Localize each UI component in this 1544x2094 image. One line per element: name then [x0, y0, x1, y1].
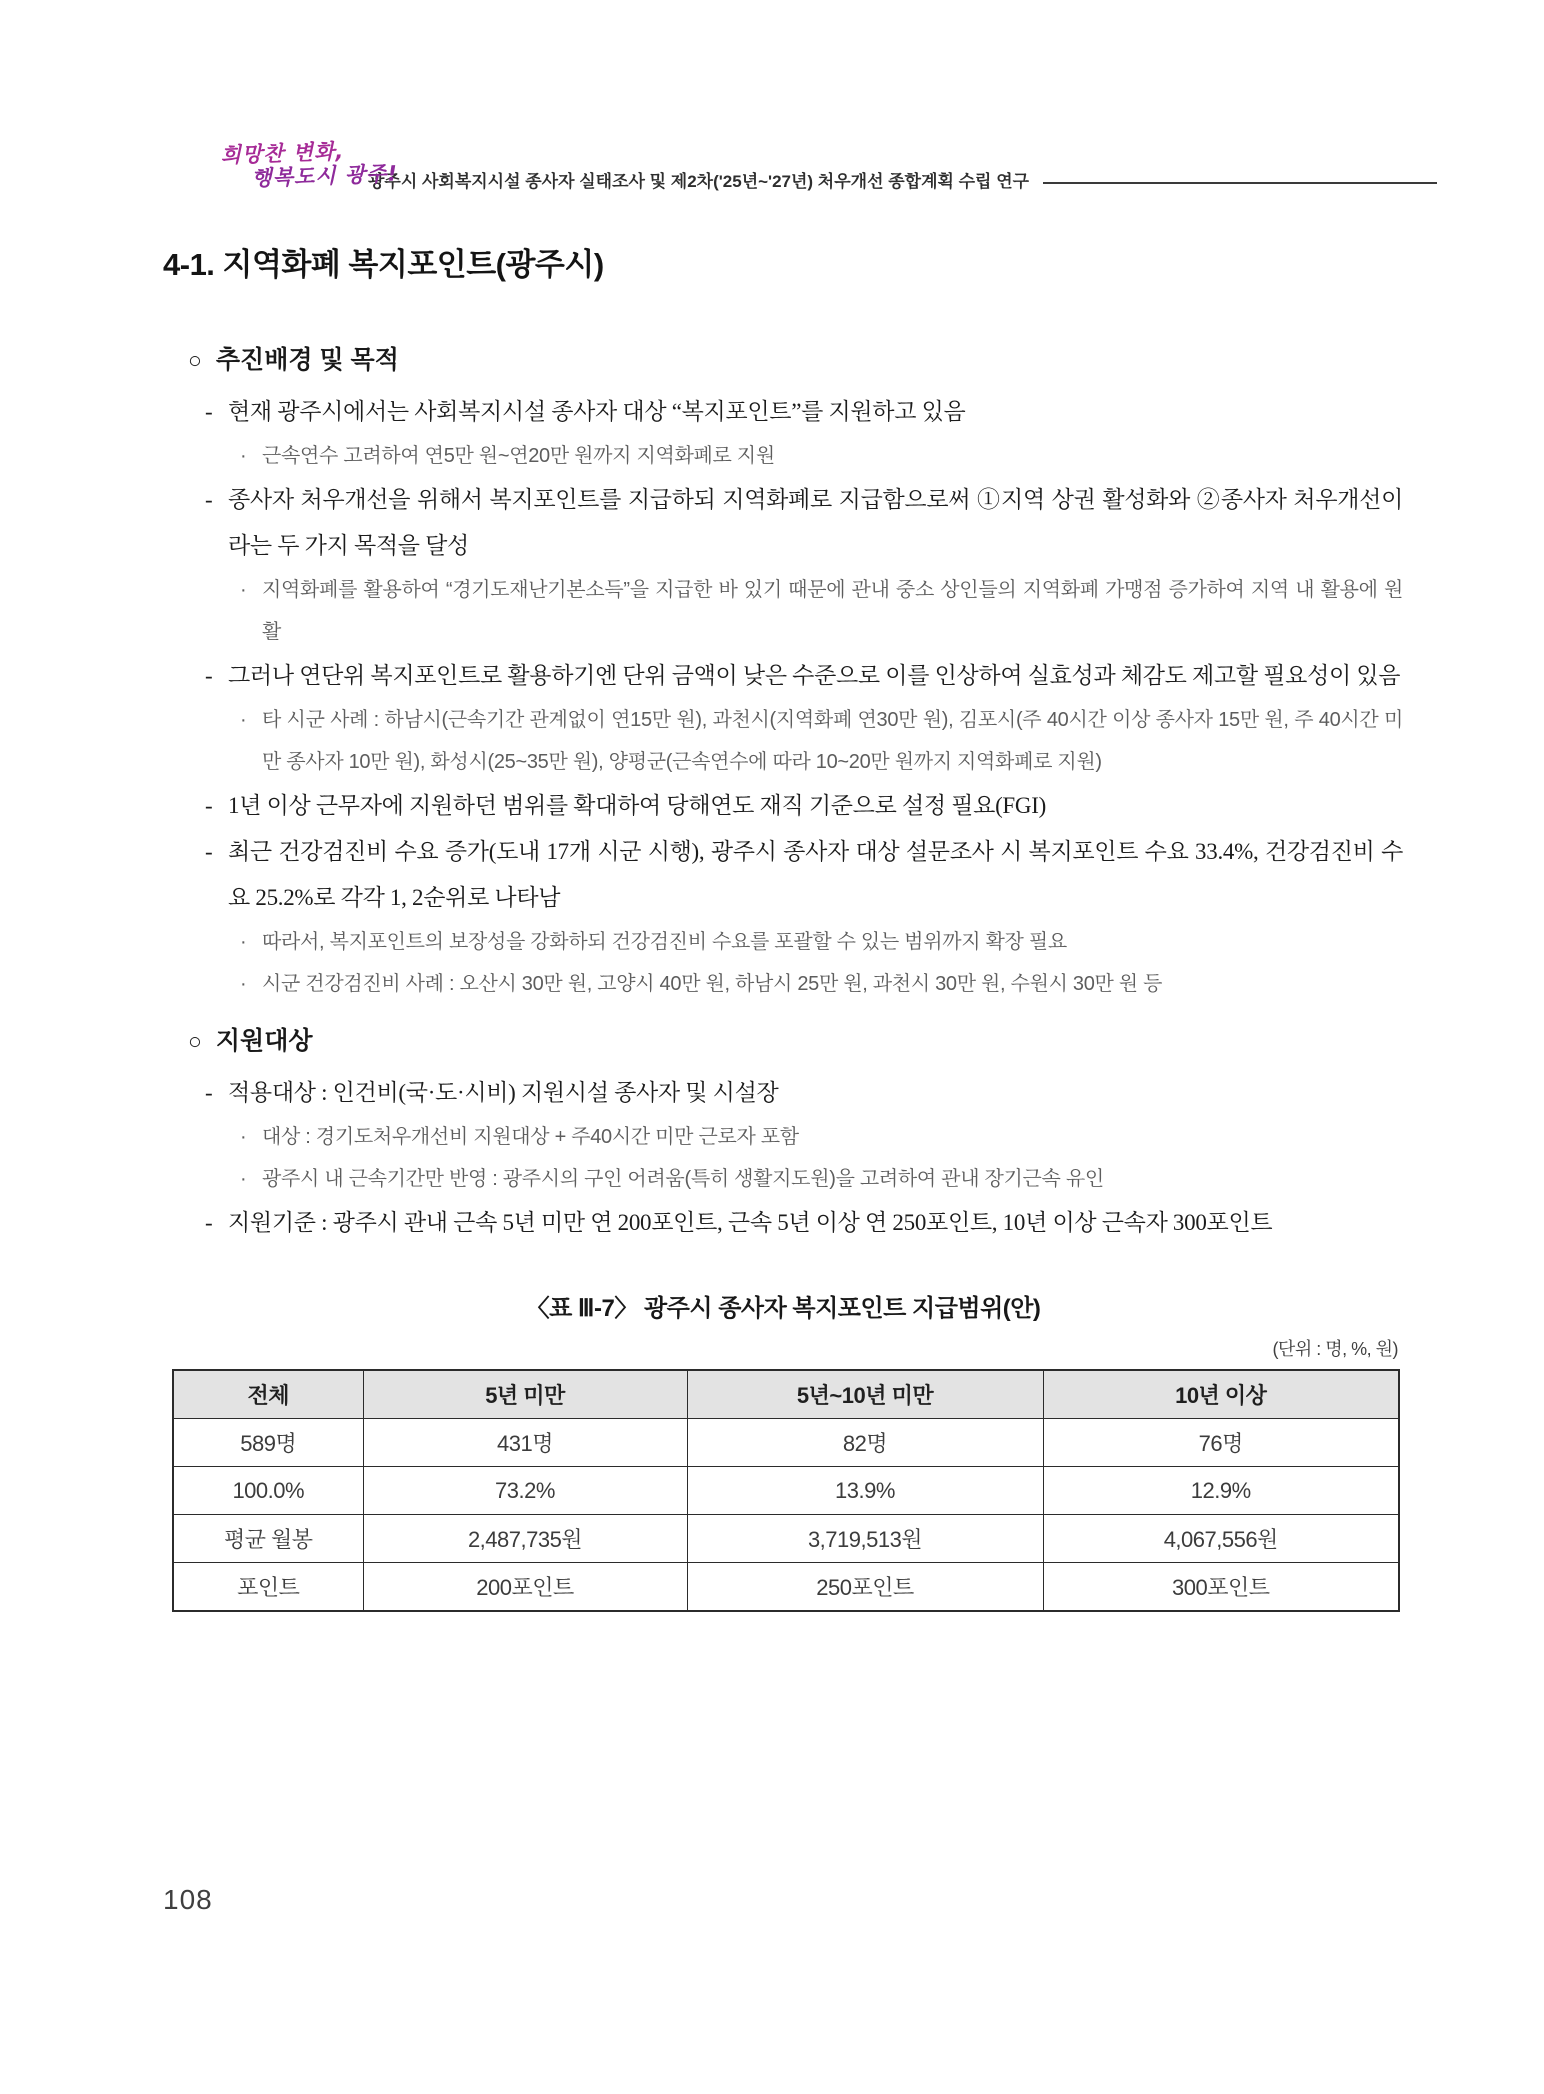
table-cell: 250포인트 [687, 1563, 1043, 1612]
table-cell: 3,719,513원 [687, 1515, 1043, 1563]
page-content [163, 0, 1437, 1612]
running-head [163, 0, 1437, 196]
table-cell: 589명 [173, 1419, 363, 1467]
table-cell: 300포인트 [1043, 1563, 1399, 1612]
dash-marker: - [205, 839, 213, 864]
list-item [163, 921, 1403, 963]
list-item-text: 대상 : 경기도처우개선비 지원대상 + 주40시간 미만 근로자 포함 [262, 1126, 799, 1148]
list-item [163, 1200, 1403, 1246]
table-header-cell: 전체 [173, 1370, 363, 1419]
running-head-title: 광주시 사회복지시설 종사자 실태조사 및 제2차('25년~'27년) 처우개선 종합계획 수립 연구 [368, 172, 1030, 191]
dash-marker: - [205, 663, 213, 688]
page-title: 4-1. 지역화폐 복지포인트(광주시) [163, 247, 604, 282]
section-heading-support-target [163, 1027, 1437, 1055]
table-cell: 평균 월봉 [173, 1515, 363, 1563]
list-item-text: 지원기준 : 광주시 관내 근속 5년 미만 연 200포인트, 근속 5년 이상 연 250포인트, 10년 이상 근속자 300포인트 [228, 1210, 1273, 1235]
dash-marker: - [205, 399, 213, 424]
section-heading-background-purpose [163, 346, 1437, 374]
logo-slogan-line2: 행복도시 광주! [250, 161, 399, 191]
circle-marker: ○ [188, 347, 202, 373]
table-cell: 76명 [1043, 1419, 1399, 1467]
table-header-row [173, 1370, 1399, 1419]
table-cell: 4,067,556원 [1043, 1515, 1399, 1563]
section-1-items [163, 389, 1403, 1005]
table-row [173, 1515, 1399, 1563]
table-caption: 〈표 Ⅲ-7〉 광주시 종사자 복지포인트 지급범위(안) [525, 1295, 1041, 1322]
dot-marker: · [240, 1126, 247, 1148]
list-item-text: 적용대상 : 인건비(국·도·시비) 지원시설 종사자 및 시설장 [228, 1080, 779, 1105]
table-cell: 82명 [687, 1419, 1043, 1467]
page-number: 108 [163, 1884, 213, 1915]
dot-marker: · [240, 709, 247, 731]
table-header-cell: 5년 미만 [363, 1370, 687, 1419]
dot-marker: · [240, 973, 247, 995]
list-item [163, 477, 1403, 569]
table-row [173, 1467, 1399, 1515]
table-cell: 2,487,735원 [363, 1515, 687, 1563]
dash-marker: - [205, 793, 213, 818]
table-cell: 73.2% [363, 1467, 687, 1515]
gwangju-city-logo [162, 134, 399, 199]
list-item [163, 389, 1403, 435]
list-item [163, 1070, 1403, 1116]
section-heading-label: 추진배경 및 목적 [215, 346, 399, 374]
dash-marker: - [205, 487, 213, 512]
logo-slogan-line1: 희망찬 변화, [220, 139, 345, 168]
table-header-cell: 10년 이상 [1043, 1370, 1399, 1419]
table-cell: 100.0% [173, 1467, 363, 1515]
list-item-text: 따라서, 복지포인트의 보장성을 강화하되 건강검진비 수요를 포괄할 수 있는 범위까지 확장 필요 [262, 931, 1067, 953]
list-item [163, 569, 1403, 653]
table-cell: 431명 [363, 1419, 687, 1467]
dash-marker: - [205, 1080, 213, 1105]
table-unit-note: (단위 : 명, %, 원) [1272, 1339, 1398, 1359]
list-item [163, 783, 1403, 829]
table-header-cell: 5년~10년 미만 [687, 1370, 1043, 1419]
list-item [163, 699, 1403, 783]
running-head-rule [1043, 182, 1437, 184]
list-item-text: 타 시군 사례 : 하남시(근속기간 관계없이 연15만 원), 과천시(지역화폐 연30만 원), 김포시(주 40시간 이상 종사자 15만 원, 주 40시간 미만 종사자 10만 원), 화성시(25~35만 원), 양평군(근속연수에 따라 10~20만 원까지 지역화폐로 지원) [262, 709, 1403, 773]
table-cell: 포인트 [173, 1563, 363, 1612]
list-item-text: 최근 건강검진비 수요 증가(도내 17개 시군 시행), 광주시 종사자 대상 설문조사 시 복지포인트 수요 33.4%, 건강검진비 수요 25.2%로 각각 1, 2순위로 나타남 [228, 839, 1403, 910]
list-item-text: 시군 건강검진비 사례 : 오산시 30만 원, 고양시 40만 원, 하남시 25만 원, 과천시 30만 원, 수원시 30만 원 등 [262, 973, 1163, 995]
circle-marker: ○ [188, 1028, 202, 1054]
welfare-point-table [172, 1369, 1400, 1612]
section-heading-label: 지원대상 [215, 1027, 313, 1055]
list-item [163, 963, 1403, 1005]
table-cell: 12.9% [1043, 1467, 1399, 1515]
list-item [163, 1116, 1403, 1158]
list-item-text: 광주시 내 근속기간만 반영 : 광주시의 구인 어려움(특히 생활지도원)을 고려하여 관내 장기근속 유인 [262, 1168, 1104, 1190]
list-item-text: 근속연수 고려하여 연5만 원~연20만 원까지 지역화폐로 지원 [262, 445, 775, 467]
dot-marker: · [240, 931, 247, 953]
table-row [173, 1563, 1399, 1612]
section-2-items [163, 1070, 1403, 1246]
list-item-text: 지역화폐를 활용하여 “경기도재난기본소득”을 지급한 바 있기 때문에 관내 중소 상인들의 지역화폐 가맹점 증가하여 지역 내 활용에 원활 [262, 579, 1403, 643]
dot-marker: · [240, 579, 247, 601]
dot-marker: · [240, 1168, 247, 1190]
list-item [163, 653, 1403, 699]
list-item-text: 종사자 처우개선을 위해서 복지포인트를 지급하되 지역화폐로 지급함으로써 ①지역 상권 활성화와 ②종사자 처우개선이라는 두 가지 목적을 달성 [228, 487, 1403, 558]
list-item-text: 현재 광주시에서는 사회복지시설 종사자 대상 “복지포인트”를 지원하고 있음 [228, 399, 966, 424]
list-item-text: 1년 이상 근무자에 지원하던 범위를 확대하여 당해연도 재직 기준으로 설정 필요(FGI) [228, 793, 1046, 818]
table-cell: 13.9% [687, 1467, 1043, 1515]
list-item [163, 1158, 1403, 1200]
list-item-text: 그러나 연단위 복지포인트로 활용하기엔 단위 금액이 낮은 수준으로 이를 인상하여 실효성과 체감도 제고할 필요성이 있음 [228, 663, 1401, 688]
dash-marker: - [205, 1210, 213, 1235]
table-cell: 200포인트 [363, 1563, 687, 1612]
list-item [163, 829, 1403, 921]
table-row [173, 1419, 1399, 1467]
list-item [163, 435, 1403, 477]
dot-marker: · [240, 445, 247, 467]
